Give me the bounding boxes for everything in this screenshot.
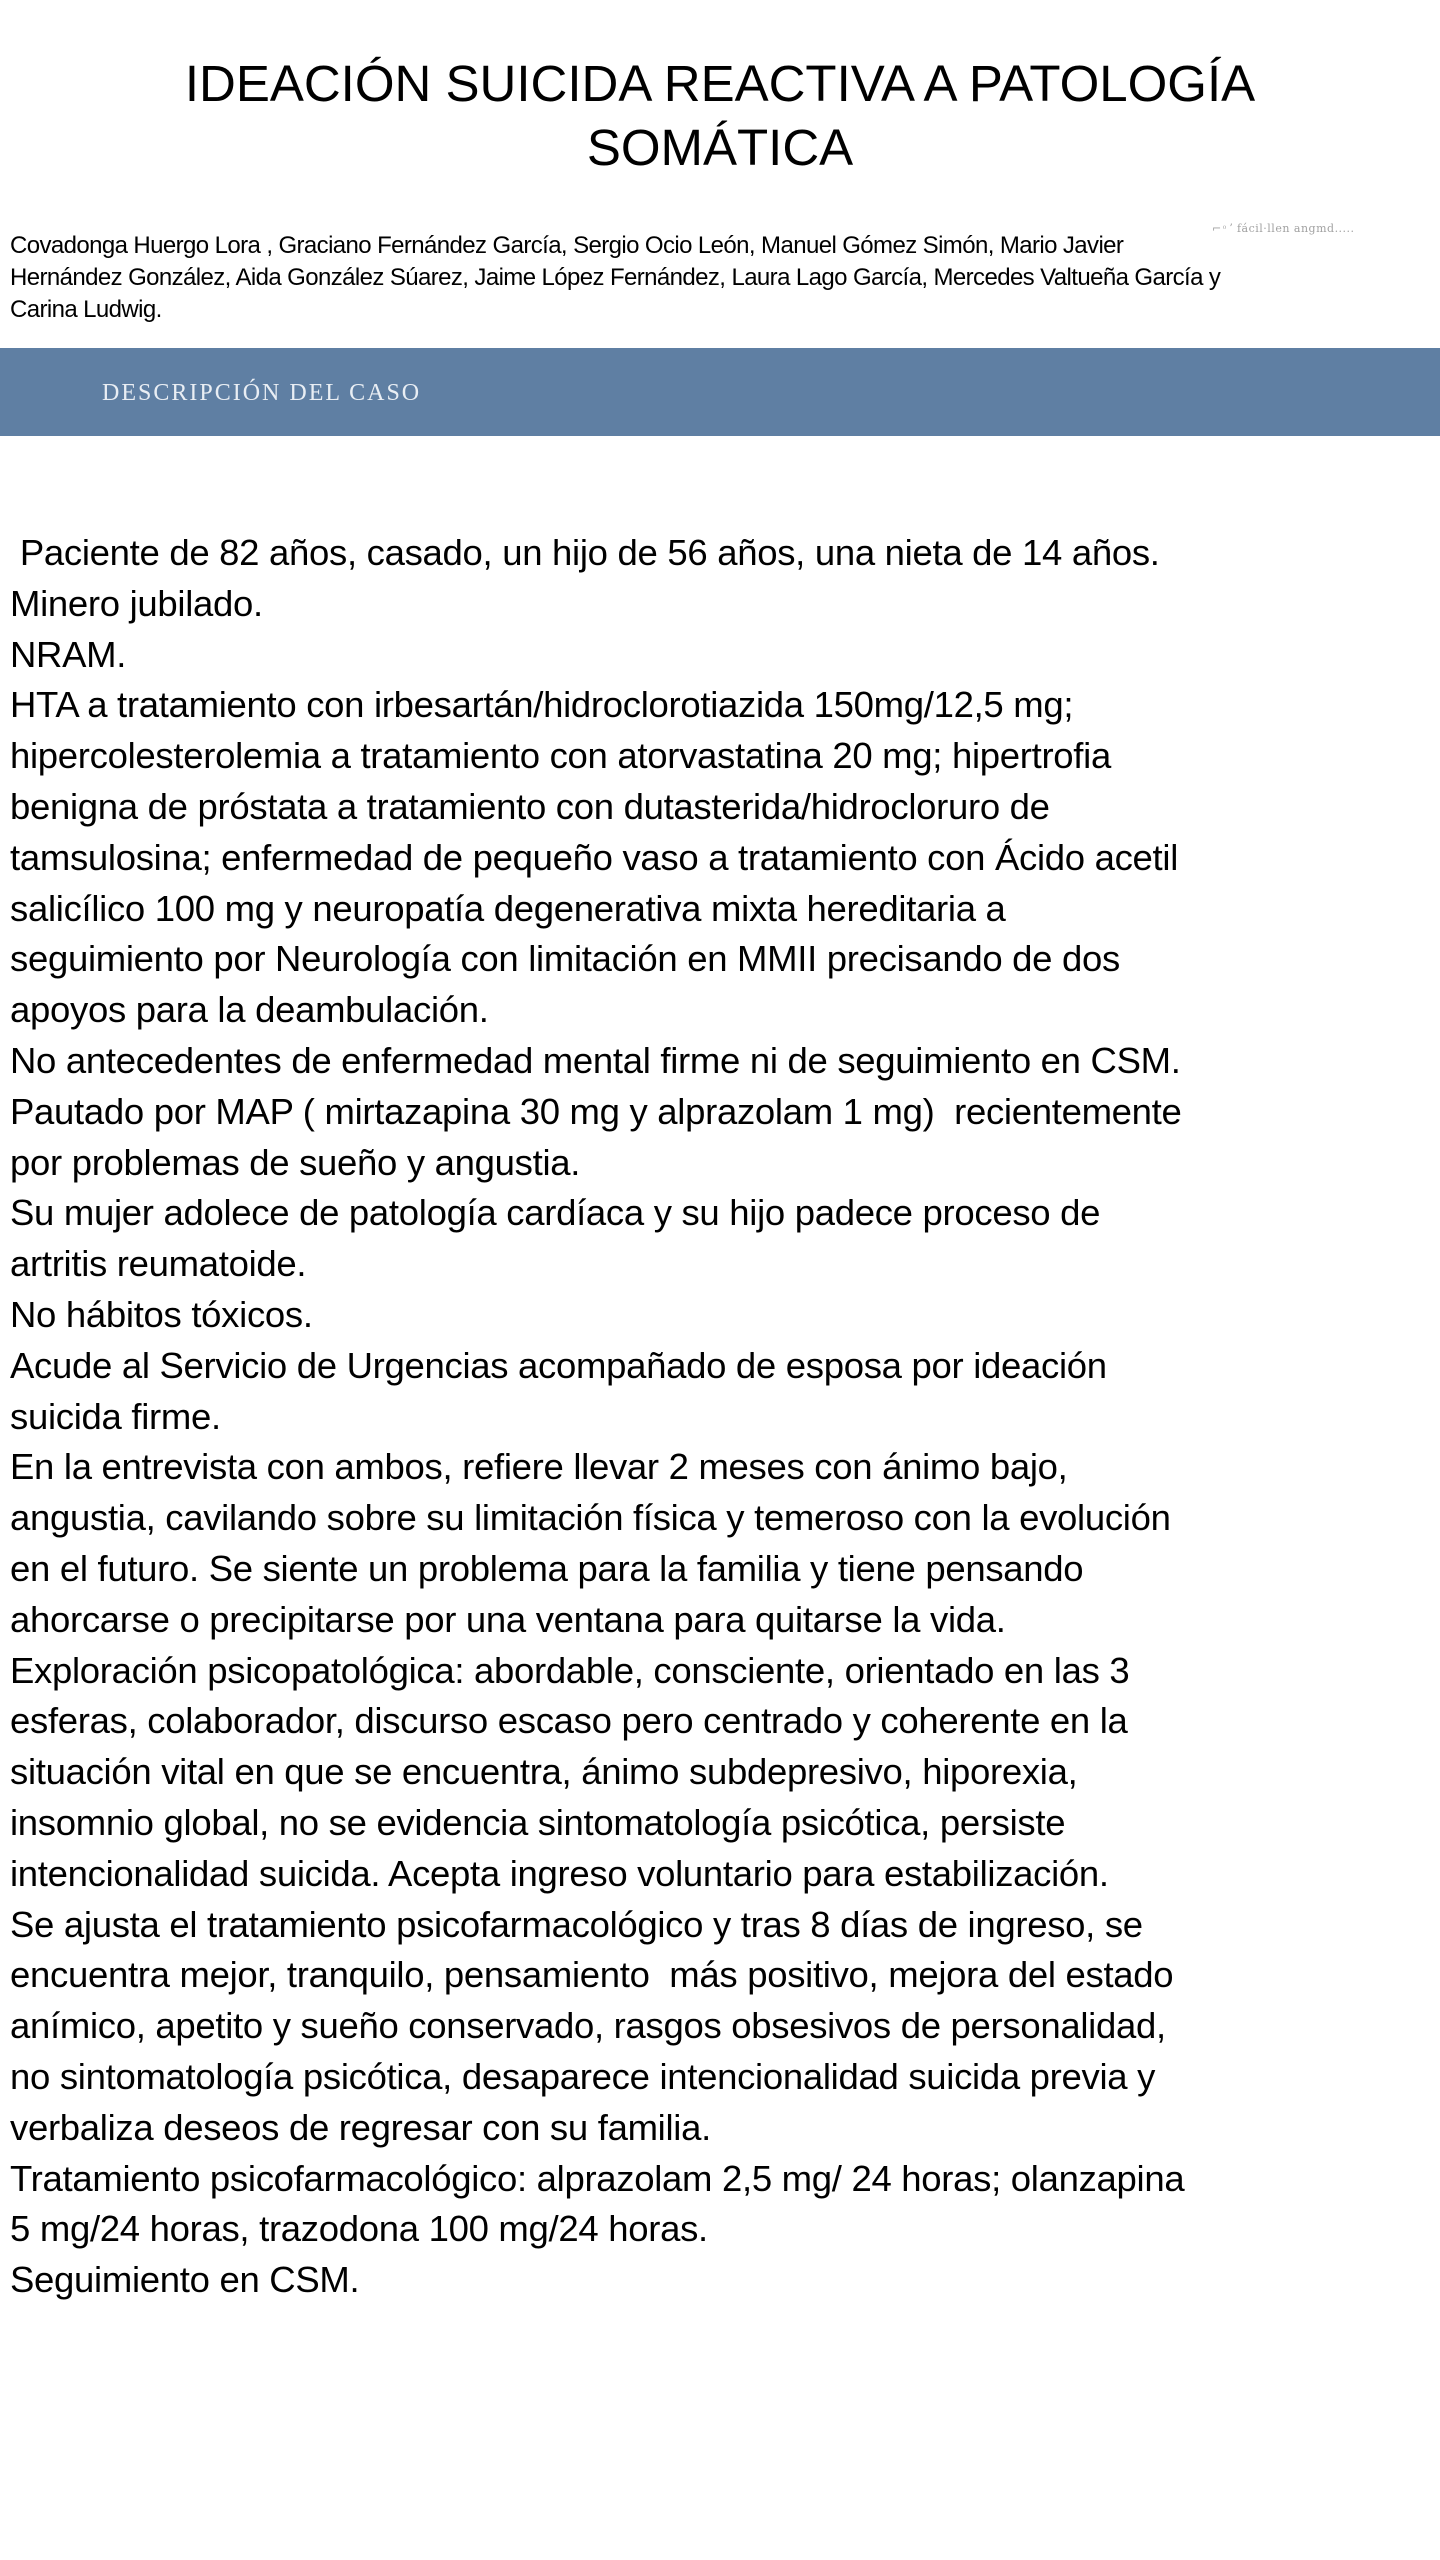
case-text-line: por problemas de sueño y angustia.: [10, 1141, 581, 1183]
case-text-line: intencionalidad suicida. Acepta ingreso voluntario para estabilización.: [10, 1852, 1109, 1894]
author-line-1: Covadonga Huergo Lora , Graciano Fernández García, Sergio Ocio León, Manuel Gómez Simón, Mario Javier: [10, 232, 1124, 259]
case-text-line: benigna de próstata a tratamiento con dutasterida/hidrocloruro de: [10, 785, 1050, 827]
case-text-line: anímico, apetito y sueño conservado, rasgos obsesivos de personalidad,: [10, 2005, 1166, 2047]
case-text-line: salicílico 100 mg y neuropatía degenerativa mixta hereditaria a: [10, 887, 1006, 929]
case-text-line: No antecedentes de enfermedad mental firme ni de seguimiento en CSM.: [10, 1039, 1181, 1081]
author-list: [10, 230, 1430, 326]
case-text-line: Acude al Servicio de Urgencias acompañado de esposa por ideación: [10, 1344, 1107, 1386]
case-text-line: Minero jubilado.: [10, 582, 263, 624]
case-text-line: en el futuro. Se siente un problema para la familia y tiene pensando: [10, 1547, 1084, 1589]
case-text-line: Tratamiento psicofarmacológico: alprazolam 2,5 mg/ 24 horas; olanzapina: [10, 2157, 1185, 2199]
case-text-line: no sintomatología psicótica, desaparece intencionalidad suicida previa y: [10, 2055, 1156, 2097]
case-text-line: NRAM.: [10, 633, 127, 675]
section-heading: DESCRIPCIÓN DEL CASO: [102, 380, 422, 406]
case-text-line: ahorcarse o precipitarse por una ventana para quitarse la vida.: [10, 1598, 1006, 1640]
case-text-line: Pautado por MAP ( mirtazapina 30 mg y alprazolam 1 mg) recientemente: [10, 1090, 1182, 1132]
case-text-line: insomnio global, no se evidencia sintomatología psicótica, persiste: [10, 1801, 1066, 1843]
case-text-line: encuentra mejor, tranquilo, pensamiento más positivo, mejora del estado: [10, 1954, 1174, 1996]
case-text-line: verbaliza deseos de regresar con su familia.: [10, 2106, 711, 2148]
author-line-3: Carina Ludwig.: [10, 296, 162, 323]
case-text-line: HTA a tratamiento con irbesartán/hidroclorotiazida 150mg/12,5 mg;: [10, 684, 1074, 726]
case-text-line: artritis reumatoide.: [10, 1243, 307, 1285]
case-text-line: Paciente de 82 años, casado, un hijo de 56 años, una nieta de 14 años.: [10, 532, 1160, 573]
case-text-line: Su mujer adolece de patología cardíaca y su hijo padece proceso de: [10, 1192, 1101, 1234]
case-text-line: Se ajusta el tratamiento psicofarmacológico y tras 8 días de ingreso, se: [10, 1903, 1143, 1945]
watermark-stamp: ⌐ ͦ ʼ fácil·llen angmd.....: [1212, 222, 1355, 235]
case-text-line: esferas, colaborador, discurso escaso pero centrado y coherente en la: [10, 1700, 1128, 1742]
title-line-2: SOMÁTICA: [586, 119, 854, 176]
case-text-line: angustia, cavilando sobre su limitación física y temeroso con la evolución: [10, 1497, 1171, 1539]
case-text-line: En la entrevista con ambos, refiere llevar 2 meses con ánimo bajo,: [10, 1446, 1068, 1488]
case-text-line: tamsulosina; enfermedad de pequeño vaso a tratamiento con Ácido acetil: [10, 836, 1179, 878]
case-text-line: Exploración psicopatológica: abordable, consciente, orientado en las 3: [10, 1649, 1130, 1691]
author-line-2: Hernández González, Aida González Súarez, Jaime López Fernández, Laura Lago García, Mercedes Valtueña García y: [10, 264, 1221, 291]
section-banner: [0, 348, 1440, 436]
page-title: [0, 52, 1440, 180]
case-text-line: Seguimiento en CSM.: [10, 2259, 360, 2301]
case-text-line: apoyos para la deambulación.: [10, 989, 489, 1031]
case-text-line: seguimiento por Neurología con limitación en MMII precisando de dos: [10, 938, 1120, 980]
title-line-1: IDEACIÓN SUICIDA REACTIVA A PATOLOGÍA: [184, 55, 1256, 112]
case-description: [10, 528, 1430, 2306]
case-text-line: suicida firme.: [10, 1395, 221, 1437]
case-text-line: No hábitos tóxicos.: [10, 1293, 313, 1335]
case-text-line: situación vital en que se encuentra, ánimo subdepresivo, hiporexia,: [10, 1751, 1078, 1793]
case-text-line: hipercolesterolemia a tratamiento con atorvastatina 20 mg; hipertrofia: [10, 735, 1111, 777]
case-text-line: 5 mg/24 horas, trazodona 100 mg/24 horas.: [10, 2208, 708, 2250]
